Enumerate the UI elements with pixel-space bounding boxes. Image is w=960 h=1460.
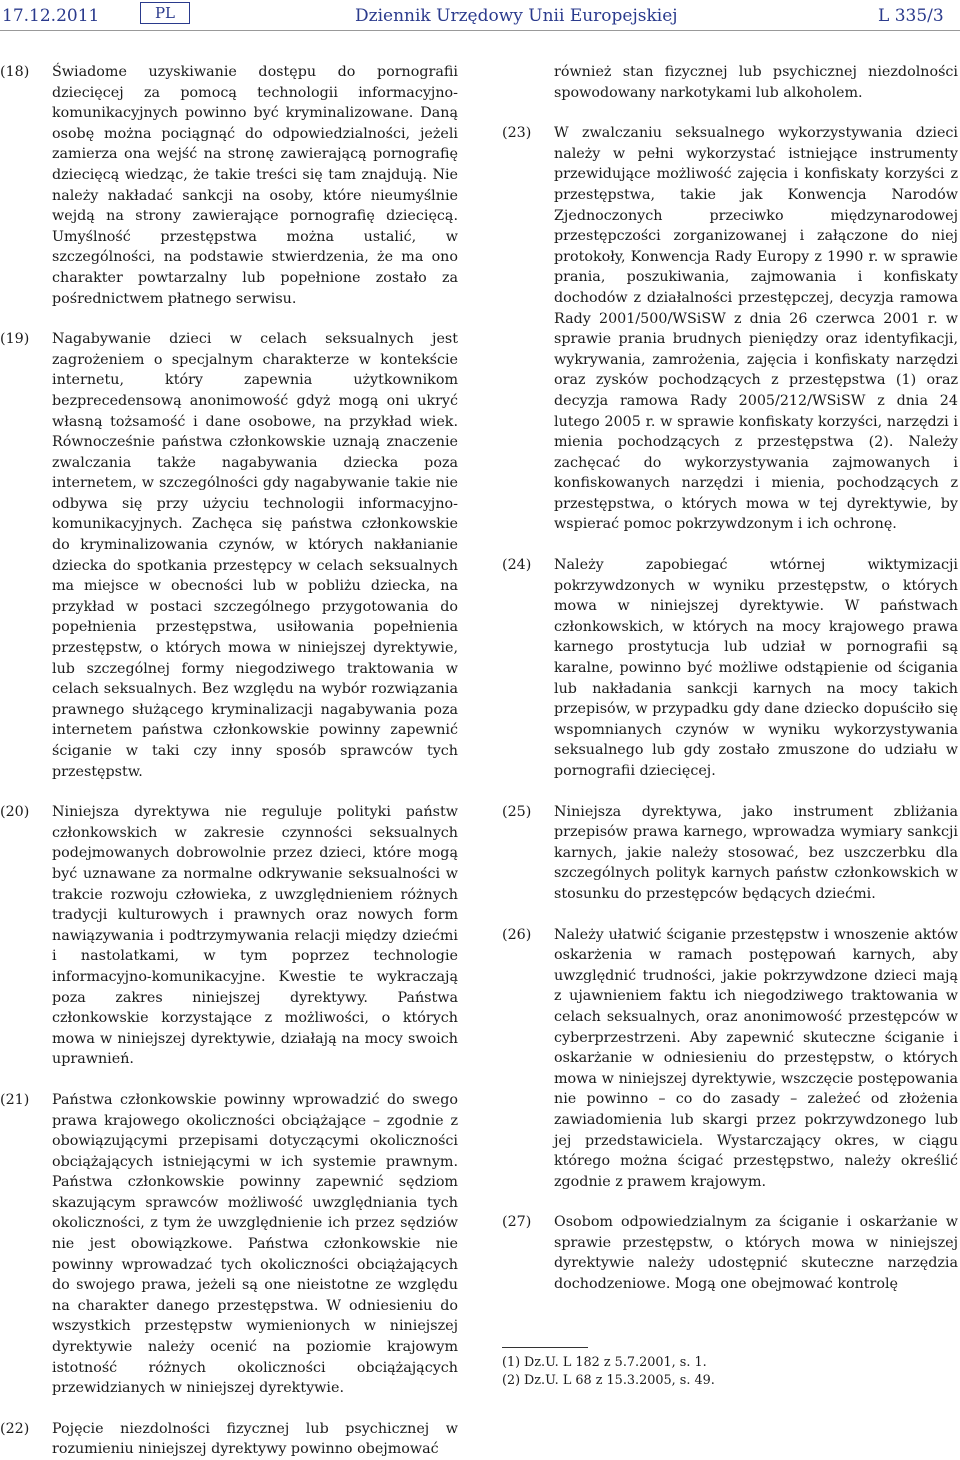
recital-22-continued	[502, 62, 958, 103]
footnote-1	[502, 1354, 707, 1371]
recital-number: (24)	[502, 557, 532, 574]
footnote-mark: (2)	[502, 1373, 521, 1388]
journal-title: Dziennik Urzędowy Unii Europejskiej	[355, 6, 678, 26]
recital-text: Świadome uzyskiwanie dostępu do pornografii dziecięcej za pomocą technologii informacyjno- komunikacyjnych powinno być kryminalizowane. Daną osobę można pociągnąć do odpowiedzialności, jeżeli zamierza ona wejść na stronę zawierającą pornografię dziecięcą wiedząc, że takie treści się tam znajdują. Nie należy nakładać sankcji na osoby, które nieumyślnie wejdą na strony zawierające pornografię dziecięcą. Umyślność przestępstwa można ustalić, w szczególności, na podstawie stwierdzenia, że ma ono charakter powtarzalny lub popełnione zostało za pośrednictwem płatnego serwisu.	[52, 64, 458, 307]
page-number: L 335/3	[878, 6, 944, 26]
recital-18	[0, 62, 458, 309]
recital-number: (26)	[502, 926, 532, 943]
recital-number: (20)	[0, 804, 30, 821]
footnote-text: Dz.U. L 182 z 5.7.2001, s. 1.	[524, 1355, 707, 1370]
recital-number: (21)	[0, 1091, 30, 1108]
recital-text: Państwa członkowskie powinny wprowadzić do swego prawa krajowego okoliczności obciążające – zgodnie z obowiązującymi przepisami dotyczącymi okoliczności obciążających istniejącymi w ich systemie prawnym. Państwa członkowskie powinny zapewnić sędziom skazującym sprawców możliwość uwzględniania tych okoliczności, z tym że uwzględnienie ich przez sędziów nie jest obowiązkowe. Państwa członkowskie nie powinny wprowadzać tych okoliczności obciążających do swojego prawa, jeżeli są one nieistotne ze względu na charakter danego przestępstwa. W odniesieniu do wszystkich przestępstw wymienionych w niniejszej dyrektywie należy ocenić na poziomie krajowym istotność różnych okoliczności obciążających przewidzianych w niniejszej dyrektywie.	[52, 1091, 458, 1397]
right-column	[502, 62, 958, 1295]
recital-number: (27)	[502, 1214, 532, 1231]
left-column	[0, 62, 458, 1460]
header-divider	[0, 30, 960, 31]
recital-25	[502, 802, 958, 905]
recital-text: Nagabywanie dzieci w celach seksualnych jest zagrożeniem o specjalnym charakterze w kontekście internetu, który zapewnia użytkownikom bezprecedensową anonimowość gdyż mogą oni ukryć własną tożsamość i dane osobowe, na przykład wiek. Równocześnie państwa członkowskie uznają znaczenie zwalczania także nagabywania dziecka poza internetem, w szczególności gdy nagabywanie takie nie odbywa się przy użyciu technologii informacyjno-komunikacyjnych. Zachęca się państwa członkowskie do kryminalizowania czynów, w których nakłanianie dziecka do spotkania przestępcy w celach seksualnych ma miejsce w obecności lub w pobliżu dziecka, na przykład w postaci szczególnego przygotowania do popełnienia przestępstwa, usiłowania popełnienia przestępstw, o których mowa w niniejszej dyrektywie, lub szczególnej formy niegodziwego traktowania w celach seksualnych. Bez względu na wybór rozwiązania prawnego służącego kryminalizacji nagabywania poza internetem państwa członkowskie powinny zapewnić ściganie w taki czy inny sposób sprawców tych przestępstw.	[52, 331, 458, 780]
recital-text: W zwalczaniu seksualnego wykorzystywania dzieci należy w pełni wykorzystać istniejące instrumenty przewidujące możliwość zajęcia i konfiskaty korzyści z przestępstwa, takie jak Konwencja Narodów Zjednoczonych przeciwko międzynarodowej przestępczości zorganizowanej i załączone do niej protokoły, Konwencja Rady Europy z 1990 r. w sprawie prania, poszukiwania, zajmowania i konfiskaty dochodów z działalności przestępczej, decyzja ramowa Rady 2001/500/WSiSW z dnia 26 czerwca 2001 r. w sprawie prania brudnych pieniędzy oraz identyfikacji, wykrywania, zamrożenia, zajęcia i konfiskaty narzędzi oraz zysków pochodzących z przestępstwa (1) oraz decyzja ramowa Rady 2005/212/WSiSW z dnia 24 lutego 2005 r. w sprawie konfiskaty korzyści, narzędzi i mienia pochodzących z przestępstwa (2). Należy zachęcać do wykorzystywania zajmowanych i konfiskowanych narzędzi i mienia, pochodzących z przestępstwa, o których mowa w tej dyrektywie, by wspierać pomoc pokrzywdzonym i ich ochronę.	[554, 125, 958, 533]
footnote-divider	[502, 1347, 588, 1348]
recital-27	[502, 1212, 958, 1294]
recital-text: Pojęcie niezdolności fizycznej lub psychicznej w rozumieniu niniejszej dyrektywy powinno obejmować	[52, 1420, 458, 1458]
recital-19	[0, 329, 458, 782]
recital-number: (25)	[502, 803, 532, 820]
recital-21	[0, 1090, 458, 1399]
recital-number: (23)	[502, 125, 532, 142]
recital-text: Niniejsza dyrektywa nie reguluje polityki państw członkowskich w zakresie czynności seksualnych podejmowanych dobrowolnie przez dzieci, które mogą być uznawane za normalne odkrywanie seksualności w trakcie rozwoju człowieka, z uwzględnieniem różnych tradycji kulturowych i prawnych oraz nowych form nawiązywania i podtrzymywania relacji między dziećmi i nastolatkami, w tym poprzez technologie informacyjno-komunikacyjne. Kwestie te wykraczają poza zakres niniejszej dyrektywy. Państwa członkowskie korzystające z możliwości, o których mowa w niniejszej dyrektywie, działają na mocy swoich uprawnień.	[52, 804, 458, 1068]
recital-text: również stan fizycznej lub psychicznej niezdolności spowodowany narkotykami lub alkoholem.	[554, 64, 958, 101]
footnote-mark: (1)	[502, 1355, 521, 1370]
recital-22	[0, 1419, 458, 1460]
recital-text: Należy zapobiegać wtórnej wiktymizacji pokrzywdzonych w wyniku przestępstw, o których mowa w niniejszej dyrektywie. W państwach członkowskich, w których na mocy krajowego prawa karnego prostytucja lub udział w pornografii są karalne, powinno być możliwe odstąpienie od ścigania lub nakładania sankcji karnych na mocy takich przepisów, w przypadku gdy dane dziecko dopuściło się wspomnianych czynów w wyniku wykorzystywania seksualnego lub gdy zostało zmuszone do udziału w pornografii dziecięcej.	[554, 557, 958, 779]
recital-number: (18)	[0, 64, 30, 80]
recital-20	[0, 802, 458, 1070]
recital-26	[502, 925, 958, 1193]
recital-number: (22)	[0, 1420, 30, 1437]
recital-24	[502, 555, 958, 782]
recital-text: Należy ułatwić ściganie przestępstw i wnoszenie aktów oskarżenia w ramach postępowań karnych, aby uwzględnić trudności, jakie pokrzywdzone dzieci mają z ujawnieniem faktu ich niegodziwego traktowania w celach seksualnych, oraz anonimowość przestępców w cyberprzestrzeni. Aby zapewnić skuteczne ściganie i oskarżanie w odniesieniu do przestępstw, o których mowa w niniejszej dyrektywie, wszczęcie postępowania nie powinno – co do zasady – zależeć od złożenia zawiadomienia lub skargi przez pokrzywdzonego lub jej przedstawiciela. Wystarczający okres, w ciągu którego można ścigać przestępstwo, należy określić zgodnie z prawem krajowym.	[554, 926, 958, 1190]
recital-23	[502, 123, 958, 535]
recital-number: (19)	[0, 331, 30, 348]
footnote-text: Dz.U. L 68 z 15.3.2005, s. 49.	[524, 1373, 715, 1388]
recital-text: Osobom odpowiedzialnym za ściganie i oskarżanie w sprawie przestępstw, o których mowa w niniejszej dyrektywie należy udostępnić skuteczne narzędzia dochodzeniowe. Mogą one obejmować kontrolę	[554, 1214, 958, 1293]
language-badge: PL	[140, 2, 190, 24]
publication-date: 17.12.2011	[2, 6, 100, 26]
recital-text: Niniejsza dyrektywa, jako instrument zbliżania przepisów prawa karnego, wprowadza wymiary sankcji karnych, jakie należy stosować, bez uszczerbku dla szczególnych polityk karnych państw członkowskich w stosunku do przestępców będących dziećmi.	[554, 803, 958, 902]
footnote-2	[502, 1372, 715, 1389]
